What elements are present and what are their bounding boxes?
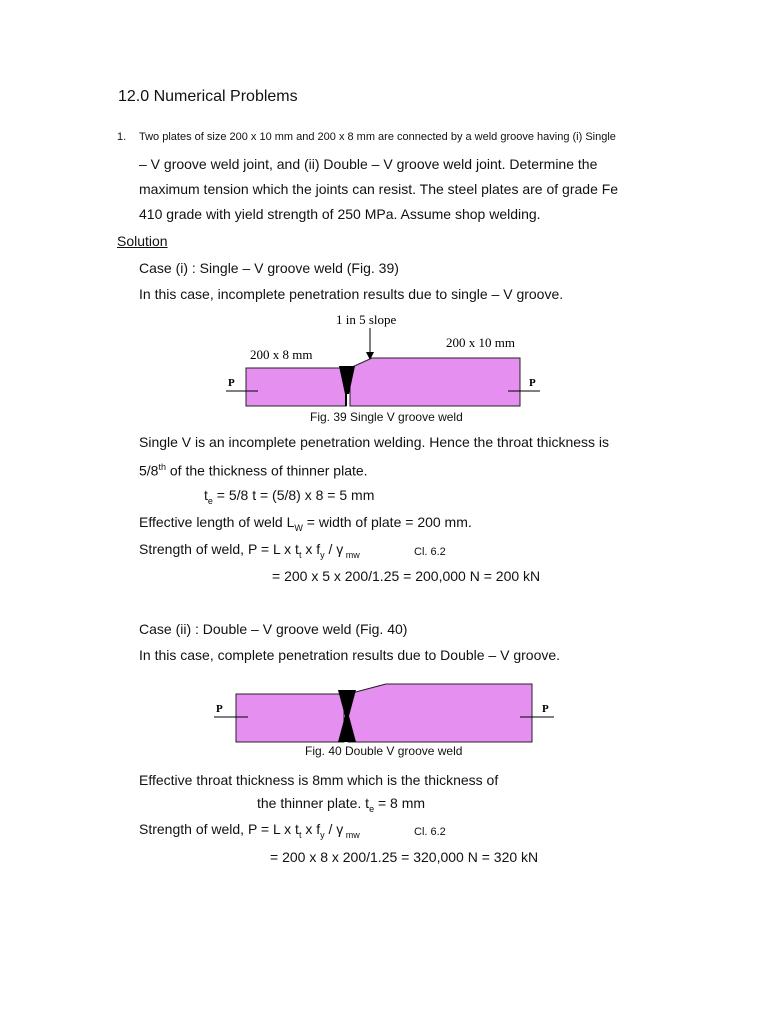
case2-intro: In this case, complete penetration results due to Double – V groove. (139, 647, 561, 663)
fig39-right-plate (350, 358, 520, 406)
case1-text-1: Single V is an incomplete penetration welding. Hence the throat thickness is (139, 434, 610, 450)
case2-title: Case (ii) : Double – V groove weld (Fig. 40) (139, 621, 408, 637)
fig39-load-right: P (529, 377, 536, 389)
fig39-left-plate-label: 200 x 8 mm (250, 347, 313, 362)
case2-text-2: the thinner plate. $t_e = 8$ mm (257, 795, 426, 814)
fig39-slope-label: 1 in 5 slope (336, 312, 397, 327)
fig39-load-left: P (228, 377, 235, 389)
problem-number: 1. (117, 131, 127, 143)
fig40-load-right: P (542, 703, 549, 715)
fig40-load-left: P (216, 703, 223, 715)
fig40-right-plate (348, 684, 532, 742)
case1-title: Case (i) : Single – V groove weld (Fig. 39) (139, 260, 399, 276)
case1-intro: In this case, incomplete penetration results due to single – V groove. (139, 286, 564, 302)
solution-label: Solution (117, 233, 168, 249)
section-heading: 12.0 Numerical Problems (118, 88, 298, 105)
case1-throat-eq: $t_e = 5/8$ t = (5/8) x 8 = 5 mm (204, 487, 375, 506)
case1-strength-eq: Strength of weld, P = L x $t_t$ x $f_y$ / γ $_{mw}$ (139, 541, 360, 560)
fig39-caption: Fig. 39 Single V groove weld (310, 410, 463, 424)
fig40-left-plate (236, 694, 344, 742)
problem-line-4: 410 grade with yield strength of 250 MPa. Assume shop welding. (139, 206, 541, 222)
problem-line-2: – V groove weld joint, and (ii) Double – V groove weld joint. Determine the (139, 156, 598, 172)
case1-clause: Cl. 6.2 (414, 546, 446, 558)
fig39-left-plate (246, 368, 346, 406)
case2-text-1: Effective throat thickness is 8mm which is the thickness of (139, 772, 499, 788)
case1-length-eq: Effective length of weld $L_W$ = width of plate = 200 mm. (139, 514, 472, 533)
fig40-caption: Fig. 40 Double V groove weld (305, 744, 463, 758)
case2-clause: Cl. 6.2 (414, 826, 446, 838)
problem-line-3: maximum tension which the joints can resist. The steel plates are of grade Fe (139, 181, 619, 197)
case1-text-2: 5/8th of the thickness of thinner plate. (139, 462, 368, 479)
case2-strength-eq: Strength of weld, P = L x $t_t$ x $f_y$ / γ $_{mw}$ (139, 821, 360, 840)
case2-result: = 200 x 8 x 200/1.25 = 320,000 N = 320 kN (270, 849, 539, 865)
problem-line-1: Two plates of size 200 x 10 mm and 200 x 8 mm are connected by a weld groove having (i) Single (139, 131, 616, 143)
fig39-right-plate-label: 200 x 10 mm (446, 335, 515, 350)
case1-result: = 200 x 5 x 200/1.25 = 200,000 N = 200 kN (272, 568, 541, 584)
